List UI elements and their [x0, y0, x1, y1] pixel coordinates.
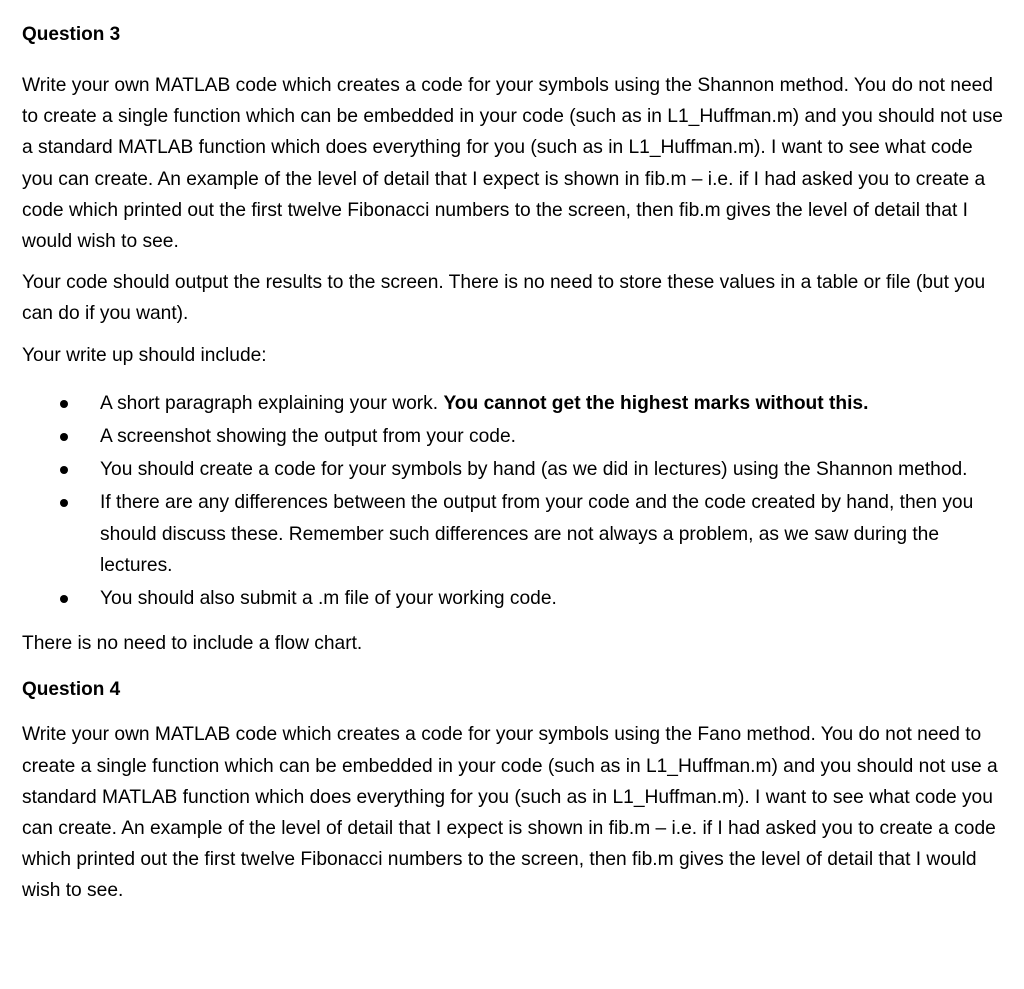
writeup-lead: Your write up should include: — [22, 344, 267, 366]
bullet-icon — [60, 466, 68, 474]
question-3-intro: Write your own MATLAB code which creates a code for your symbols using the Shannon method. You do not need to create a single function which can be embedded in your code (such as in L1_Huffman.m) and you should not use a standard MATLAB function which does everything for you (such as in L1_Huffman.m). I want to see what code you can create. An example of the level of detail that I expect is shown in fib.m – i.e. if I had asked you to create a code which printed out the first twelve Fibonacci numbers to the screen, then fib.m gives the level of detail that I would wish to see. — [22, 75, 1003, 253]
bullet-1-bold: You cannot get the highest marks without this. — [443, 392, 869, 414]
flowchart-note: There is no need to include a flow chart. — [22, 633, 363, 655]
document-page — [22, 20, 1007, 907]
list-item — [22, 583, 1007, 614]
bullet-1-text: A short paragraph explaining your work. — [100, 392, 444, 414]
bullet-icon — [60, 400, 68, 408]
bullet-3-text: You should create a code for your symbols by hand (as we did in lectures) using the Shannon method. — [100, 459, 968, 481]
writeup-bullet-list — [22, 388, 1007, 614]
question-4-intro: Write your own MATLAB code which creates a code for your symbols using the Fano method. You do not need to create a single function which can be embedded in your code (such as in L1_Huffman.m) and you should not use a standard MATLAB function which does everything for you (such as in L1_Huffman.m). I want to see what code you can create. An example of the level of detail that I expect is shown in fib.m – i.e. if I had asked you to create a code which printed out the first twelve Fibonacci numbers to the screen, then fib.m gives the level of detail that I would wish to see. — [22, 724, 998, 902]
list-item — [22, 421, 1007, 452]
question-4-heading: Question 4 — [22, 679, 121, 701]
bullet-5-text: You should also submit a .m file of your working code. — [100, 588, 557, 610]
question-3-output-paragraph: Your code should output the results to the screen. There is no need to store these values in a table or file (but you can do if you want). — [22, 272, 986, 325]
list-item — [22, 487, 1007, 581]
bullet-icon — [60, 499, 68, 507]
bullet-icon — [60, 433, 68, 441]
question-3-heading: Question 3 — [22, 24, 121, 45]
bullet-4-text: If there are any differences between the output from your code and the code created by hand, then you should discuss these. Remember such differences are not always a problem, as we saw during the lectures. — [100, 492, 974, 576]
list-item — [22, 388, 1007, 419]
bullet-2-text: A screenshot showing the output from your code. — [100, 426, 516, 448]
list-item — [22, 454, 1007, 485]
bullet-icon — [60, 595, 68, 603]
